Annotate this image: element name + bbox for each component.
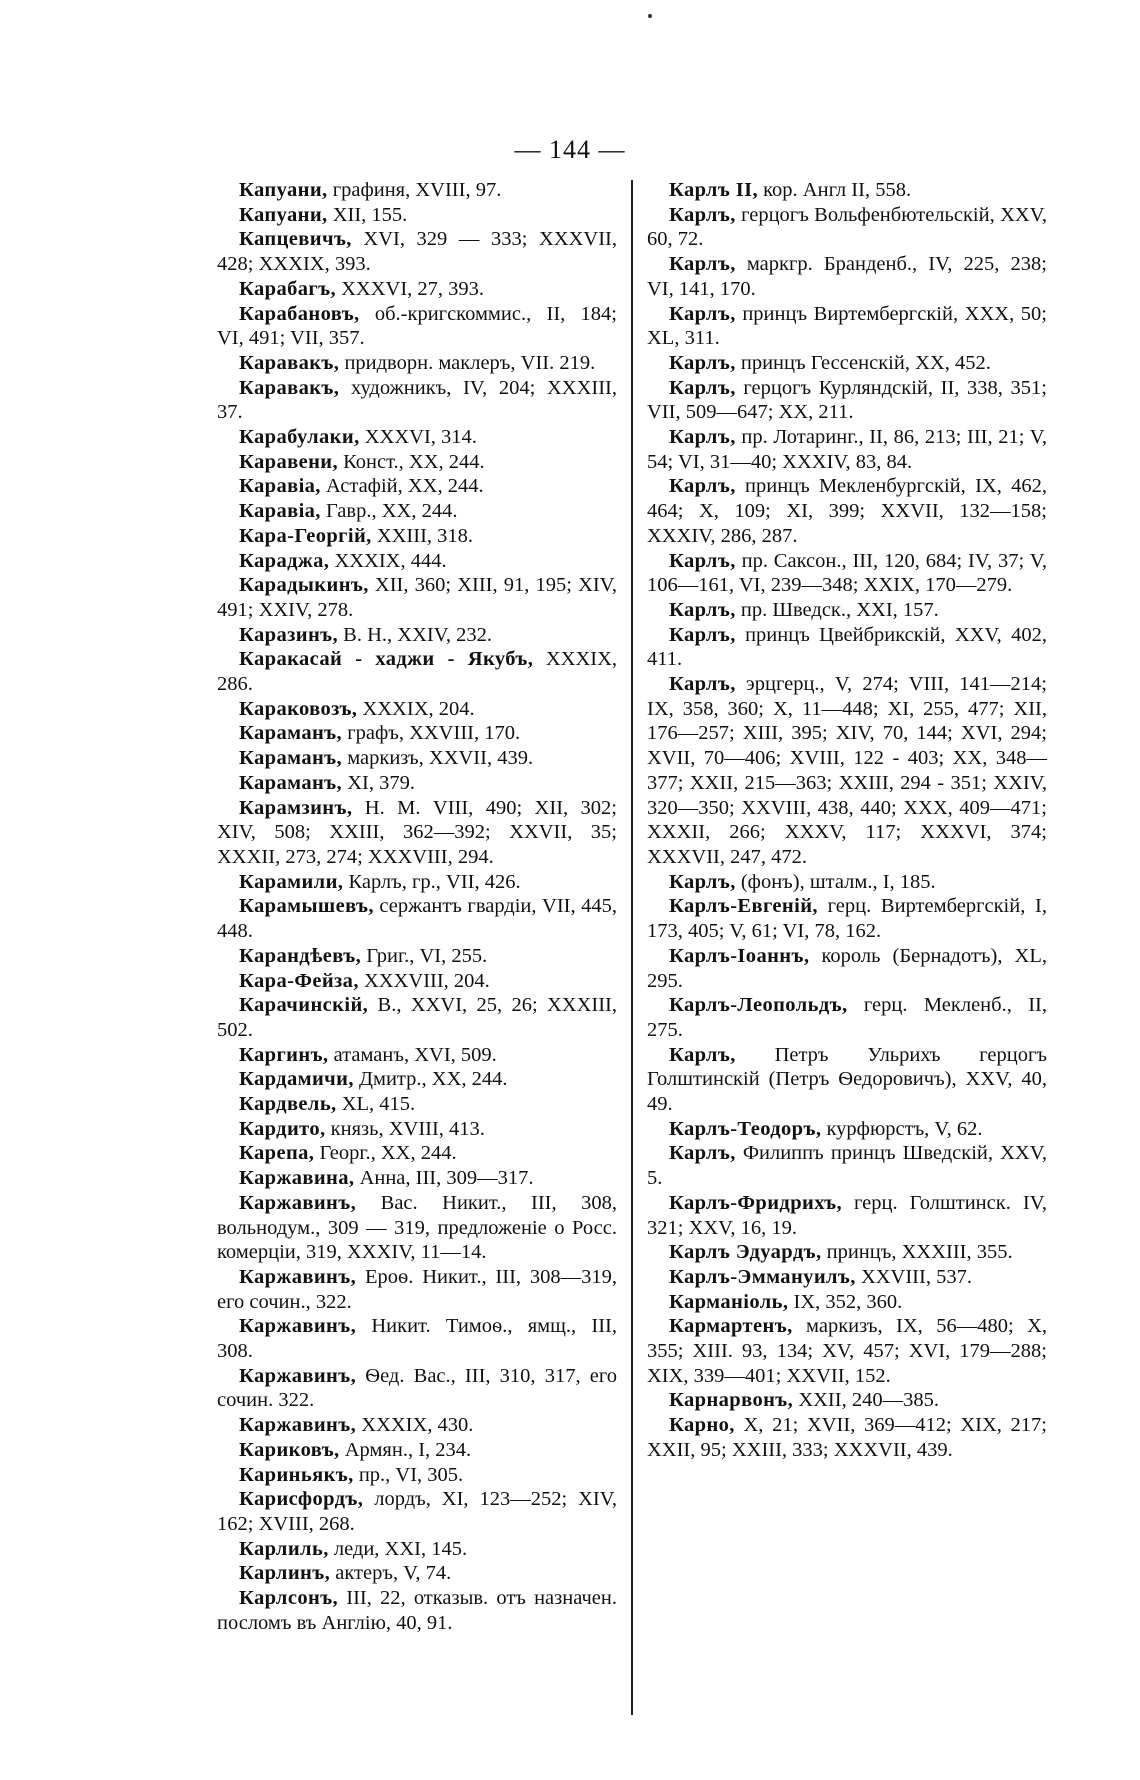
entry-heading: Карабагъ,: [239, 277, 336, 300]
index-entry: [217, 1463, 617, 1488]
entry-references: маркизъ, XXVII, 439.: [342, 747, 534, 770]
entry-heading: Карлиль,: [239, 1537, 329, 1560]
entry-heading: Кара-Фейза,: [239, 969, 359, 992]
entry-references: придворн. маклеръ, VII. 219.: [339, 351, 596, 374]
entry-heading: Карлъ,: [669, 1043, 736, 1066]
entry-heading: Карадыкинъ,: [239, 574, 369, 597]
entry-references: XXXIX, 286.: [217, 648, 618, 696]
entry-references: пр. Саксон., III, 120, 684; IV, 37; V, 106—161, VI, 239—348; XXIX, 170—279.: [647, 549, 1047, 597]
entry-references: Вас. Никит., III, 308, вольнодум., 309 — 319, предложеніе о Росс. комерціи, 319, XXXIV, 11—14.: [217, 1191, 617, 1264]
entry-references: Георг., XX, 244.: [314, 1142, 457, 1165]
entry-heading: Карабановъ,: [239, 302, 360, 325]
entry-heading: Карлъ-Іоаннъ,: [669, 944, 810, 967]
index-entry: [217, 647, 617, 696]
entry-heading: Кара-Георгій,: [239, 524, 372, 547]
entry-heading: Карно,: [669, 1414, 735, 1437]
index-entry: [217, 623, 617, 648]
entry-references: Гавр., XX, 244.: [320, 500, 458, 523]
index-entry: [647, 894, 1047, 943]
entry-references: Конст., XX, 244.: [338, 450, 485, 473]
entry-references: курфюрстъ, V, 62.: [821, 1117, 983, 1140]
index-entry: [217, 1314, 617, 1363]
index-entry: [217, 277, 617, 302]
entry-heading: Карлъ,: [669, 376, 736, 399]
entry-heading: Карамили,: [239, 870, 344, 893]
index-entry: [217, 1067, 617, 1092]
entry-heading: Кариньякъ,: [239, 1463, 354, 1486]
entry-references: XL, 415.: [336, 1093, 416, 1116]
entry-references: принцъ Цвейбрикскій, XXV, 402, 411.: [647, 623, 1047, 671]
index-entry: [647, 1314, 1047, 1388]
entry-references: кор. Англ II, 558.: [758, 179, 912, 201]
index-entry: [217, 993, 617, 1042]
index-entry: [647, 203, 1047, 252]
index-entry: [217, 894, 617, 943]
index-entry: [647, 672, 1047, 870]
index-entry: [647, 1141, 1047, 1190]
entry-heading: Караманъ,: [239, 747, 343, 770]
index-entry: [647, 302, 1047, 351]
entry-heading: Капцевичъ,: [239, 228, 352, 251]
entry-heading: Карлъ II,: [669, 179, 758, 201]
index-entry: [217, 227, 617, 276]
entry-references: Н. М. VIII, 490; XII, 302; XIV, 508; XXIII, 362—392; XXVII, 35; XXXII, 273, 274; XXXVIII, 294.: [217, 796, 617, 868]
entry-heading: Каразинъ,: [239, 623, 339, 646]
entry-references: принцъ Виртембергскій, XXX, 50; XL, 311.: [647, 302, 1047, 350]
entry-heading: Карманіоль,: [669, 1290, 789, 1313]
entry-heading: Каравіа,: [239, 500, 321, 523]
ink-dot: [648, 14, 652, 18]
entry-references: XII, 360; XIII, 91, 195; XIV, 491; XXIV, 278.: [217, 574, 617, 621]
index-entry: [217, 771, 617, 796]
entry-heading: Карлъ-Теодоръ,: [669, 1117, 822, 1140]
entry-references: III, 22, отказыв. отъ назначен. посломъ въ Англію, 40, 91.: [217, 1587, 617, 1634]
entry-references: XII, 155.: [327, 203, 408, 226]
column-divider: [631, 180, 633, 1715]
index-entry: [647, 1265, 1047, 1290]
right-column: [647, 178, 1047, 1463]
entry-heading: Карамышевъ,: [239, 895, 374, 918]
index-entry: [647, 870, 1047, 895]
entry-references: Григ., VI, 255.: [361, 944, 488, 967]
index-entry: [217, 1166, 617, 1191]
index-entry: [217, 1438, 617, 1463]
index-entry: [647, 1240, 1047, 1265]
index-entry: [647, 944, 1047, 993]
index-entry: [217, 1191, 617, 1265]
index-entry: [217, 573, 617, 622]
entry-heading: Карлъ,: [669, 203, 736, 226]
entry-heading: Карлъ,: [669, 302, 736, 325]
entry-references: Филиппъ принцъ Шведскій, XXV, 5.: [647, 1142, 1047, 1190]
entry-heading: Каравакъ,: [239, 351, 340, 374]
entry-heading: Караманъ,: [239, 722, 343, 745]
entry-heading: Карлъ-Фридрихъ,: [669, 1191, 842, 1214]
index-entry: [647, 993, 1047, 1042]
entry-heading: Карамзинъ,: [239, 796, 353, 819]
entry-references: Дмитр., XX, 244.: [353, 1068, 508, 1091]
entry-heading: Карлъ,: [669, 253, 736, 276]
index-entry: [647, 598, 1047, 623]
entry-references: XXXVI, 27, 393.: [335, 277, 485, 300]
index-entry: [217, 1117, 617, 1142]
entry-references: князь, XVIII, 413.: [325, 1117, 485, 1140]
index-entry: [217, 721, 617, 746]
entry-references: атаманъ, XVI, 509.: [328, 1043, 497, 1066]
entry-heading: Кардвель,: [239, 1093, 337, 1116]
index-entry: [647, 623, 1047, 672]
entry-references: король (Бернадотъ), XL, 295.: [647, 944, 1047, 992]
index-entry: [217, 474, 617, 499]
entry-references: XXII, 240—385.: [793, 1389, 939, 1412]
entry-heading: Каргинъ,: [239, 1043, 329, 1066]
entry-heading: Карлъ,: [669, 870, 736, 893]
entry-heading: Карлъ,: [669, 351, 736, 374]
entry-heading: Капуани,: [239, 203, 328, 226]
entry-references: герцогъ Вольфенбютельскій, XXV, 60, 72.: [647, 203, 1047, 251]
index-entry: [217, 1487, 617, 1536]
entry-references: герцогъ Курляндскій, II, 338, 351; VII, 509—647; XX, 211.: [647, 376, 1047, 424]
entry-references: Ероѳ. Никит., III, 308—319, его сочин., 322.: [217, 1265, 617, 1313]
entry-heading: Карлинъ,: [239, 1562, 331, 1585]
index-entry: [217, 524, 617, 549]
entry-references: сержантъ гвардіи, VII, 445, 448.: [217, 895, 617, 943]
index-entry: [217, 1561, 617, 1586]
index-entry: [647, 1117, 1047, 1142]
entry-references: принцъ Гессенскій, XX, 452.: [735, 351, 991, 374]
entry-references: XXXVIII, 204.: [358, 969, 490, 992]
entry-references: XVI, 329 — 333; XXXVII, 428; XXXIX, 393.: [217, 228, 617, 276]
index-entry: [217, 302, 617, 351]
index-entry: [217, 499, 617, 524]
index-entry: [217, 1537, 617, 1562]
index-entry: [217, 1043, 617, 1068]
entry-references: пр. Лотаринг., II, 86, 213; III, 21; V, 54; VI, 31—40; XXXIV, 83, 84.: [647, 426, 1047, 473]
page-number: — 144 —: [514, 135, 626, 164]
index-entry: [647, 474, 1047, 548]
entry-references: об.-кригскоммис., II, 184; VI, 491; VII, 357.: [217, 302, 617, 350]
index-entry: [217, 178, 617, 203]
entry-references: XXVIII, 537.: [855, 1265, 972, 1288]
entry-heading: Каржавинъ,: [239, 1191, 357, 1214]
index-entry: [217, 697, 617, 722]
entry-heading: Кардамичи,: [239, 1068, 354, 1091]
entry-heading: Каржавинъ,: [239, 1414, 357, 1437]
entry-heading: Карлъ,: [669, 549, 736, 572]
entry-heading: Караковозъ,: [239, 697, 358, 720]
entry-heading: Карлъ,: [669, 673, 736, 696]
entry-references: XXXIX, 204.: [357, 697, 475, 720]
entry-references: герц. Голштинск. IV, 321; XXV, 16, 19.: [647, 1191, 1047, 1239]
entry-heading: Каржавинъ,: [239, 1265, 357, 1288]
index-entry: [217, 1265, 617, 1314]
entry-references: графъ, XXVIII, 170.: [342, 722, 521, 745]
entry-heading: Каржавина,: [239, 1167, 355, 1190]
index-entry: [217, 549, 617, 574]
entry-references: Никит. Тимоѳ., ямщ., III, 308.: [217, 1315, 617, 1363]
entry-references: принцъ Мекленбургскій, IX, 462, 464; X, 109; XI, 399; XXVII, 132—158; XXXIV, 286, 287.: [647, 475, 1047, 547]
entry-references: маркгр. Бранденб., IV, 225, 238; VI, 141, 170.: [647, 253, 1047, 300]
entry-references: принцъ, XXXIII, 355.: [821, 1241, 1013, 1264]
entry-references: лордъ, XI, 123—252; XIV, 162; XVIII, 268.: [217, 1488, 617, 1535]
entry-heading: Кардито,: [239, 1117, 326, 1140]
index-entry: [217, 203, 617, 228]
entry-heading: Караманъ,: [239, 771, 343, 794]
entry-heading: Карлсонъ,: [239, 1587, 339, 1610]
index-entry: [217, 376, 617, 425]
entry-references: пр. Шведск., XXI, 157.: [735, 598, 939, 621]
entry-heading: Караджа,: [239, 549, 330, 572]
index-entry: [217, 351, 617, 376]
index-entry: [217, 1586, 617, 1635]
entry-references: Петръ Ульрихъ герцогъ Голштинскій (Петръ Ѳедоровичъ), XXV, 40, 49.: [647, 1043, 1047, 1116]
entry-references: Анна, III, 309—317.: [354, 1167, 534, 1190]
index-entry: [217, 746, 617, 771]
entry-heading: Карлъ-Евгеній,: [669, 895, 818, 918]
entry-heading: Карлъ,: [669, 623, 736, 646]
index-entry: [647, 376, 1047, 425]
index-entry: [647, 1191, 1047, 1240]
entry-references: художникъ, IV, 204; XXXIII, 37.: [217, 376, 617, 424]
entry-references: Карлъ, гр., VII, 426.: [343, 870, 521, 893]
index-entry: [647, 1413, 1047, 1462]
entry-references: Ѳед. Вас., III, 310, 317, его сочин. 322.: [217, 1364, 617, 1412]
entry-references: XXXVI, 314.: [359, 426, 477, 449]
entry-heading: Карлъ,: [669, 1142, 736, 1165]
index-entry: [647, 178, 1047, 203]
entry-references: IX, 352, 360.: [788, 1290, 903, 1313]
entry-heading: Карлъ,: [669, 426, 736, 449]
entry-references: Армян., I, 234.: [339, 1438, 472, 1461]
index-entry: [217, 425, 617, 450]
index-entry: [217, 870, 617, 895]
index-entry: [647, 1043, 1047, 1117]
entry-references: графиня, XVIII, 97.: [327, 179, 502, 201]
entry-heading: Каравакъ,: [239, 376, 340, 399]
index-entry: [217, 1141, 617, 1166]
entry-heading: Карисфордъ,: [239, 1488, 364, 1511]
index-entry: [647, 252, 1047, 301]
index-entry: [217, 450, 617, 475]
entry-heading: Карнарвонъ,: [669, 1389, 794, 1412]
entry-references: пр., VI, 305.: [353, 1463, 464, 1486]
entry-heading: Карепа,: [239, 1142, 315, 1165]
entry-heading: Карабулаки,: [239, 426, 360, 449]
index-entry: [217, 969, 617, 994]
index-entry: [647, 1290, 1047, 1315]
entry-heading: Карачинскій,: [239, 994, 369, 1017]
entry-heading: Кармартенъ,: [669, 1315, 793, 1338]
index-entry: [647, 549, 1047, 598]
entry-references: В., XXVI, 25, 26; XXXIII, 502.: [217, 994, 617, 1041]
index-entry: [217, 1092, 617, 1117]
index-entry: [217, 944, 617, 969]
index-entry: [647, 1388, 1047, 1413]
index-entry: [647, 351, 1047, 376]
entry-heading: Капуани,: [239, 179, 328, 201]
entry-heading: Каравени,: [239, 450, 339, 473]
entry-heading: Каракасай - хаджи - Якубъ,: [239, 648, 534, 671]
entry-heading: Каржавинъ,: [239, 1315, 357, 1338]
entry-references: Астафій, XX, 244.: [320, 475, 484, 498]
entry-references: герц. Виртембергскій, I, 173, 405; V, 61; VI, 78, 162.: [647, 895, 1047, 943]
entry-heading: Кариковъ,: [239, 1438, 340, 1461]
entry-references: XXXIX, 430.: [356, 1414, 474, 1437]
entry-references: эрцгерц., V, 274; VIII, 141—214; IX, 358, 360; X, 11—448; XI, 255, 477; XII, 176—257; XIII, 395; XIV, 70, 144; XVI, 294; XVII, 70—406; XVIII, 122 - 403; XX, 348—377; XXII, 215—363; XXIII, 294 - 351; XXIV, 320—350; XXVIII, 438, 440; XXX, 409—471; XXXII, 266; XXXV, 117; XXXVI, 374; XXXVII, 247, 472.: [647, 673, 1047, 868]
index-entry: [217, 1364, 617, 1413]
entry-heading: Карлъ-Эммануилъ,: [669, 1265, 856, 1288]
entry-references: XI, 379.: [342, 771, 415, 794]
left-column: [217, 178, 617, 1635]
entry-references: XXXIX, 444.: [329, 549, 447, 572]
entry-references: В. Н., XXIV, 232.: [338, 623, 492, 646]
entry-heading: Карлъ-Леопольдъ,: [669, 994, 848, 1017]
index-entry: [217, 1413, 617, 1438]
entry-references: герц. Мекленб., II, 275.: [647, 994, 1047, 1041]
index-entry: [647, 425, 1047, 474]
entry-heading: Каржавинъ,: [239, 1364, 357, 1387]
index-entry: [217, 796, 617, 870]
entry-heading: Карандѣевъ,: [239, 944, 362, 967]
entry-heading: Каравіа,: [239, 475, 321, 498]
entry-references: актеръ, V, 74.: [330, 1562, 452, 1585]
entry-heading: Карлъ Эдуардъ,: [669, 1241, 822, 1264]
entry-references: маркизъ, IX, 56—480; X, 355; XIII. 93, 134; XV, 457; XVI, 179—288; XIX, 339—401; XXVII, 152.: [647, 1315, 1047, 1387]
entry-references: (фонъ), шталм., I, 185.: [735, 870, 936, 893]
entry-references: XXIII, 318.: [371, 524, 474, 547]
entry-references: X, 21; XVII, 369—412; XIX, 217; XXII, 95; XXIII, 333; XXXVII, 439.: [647, 1414, 1047, 1461]
entry-heading: Карлъ,: [669, 475, 736, 498]
entry-references: леди, XXI, 145.: [328, 1537, 468, 1560]
entry-heading: Карлъ,: [669, 598, 736, 621]
